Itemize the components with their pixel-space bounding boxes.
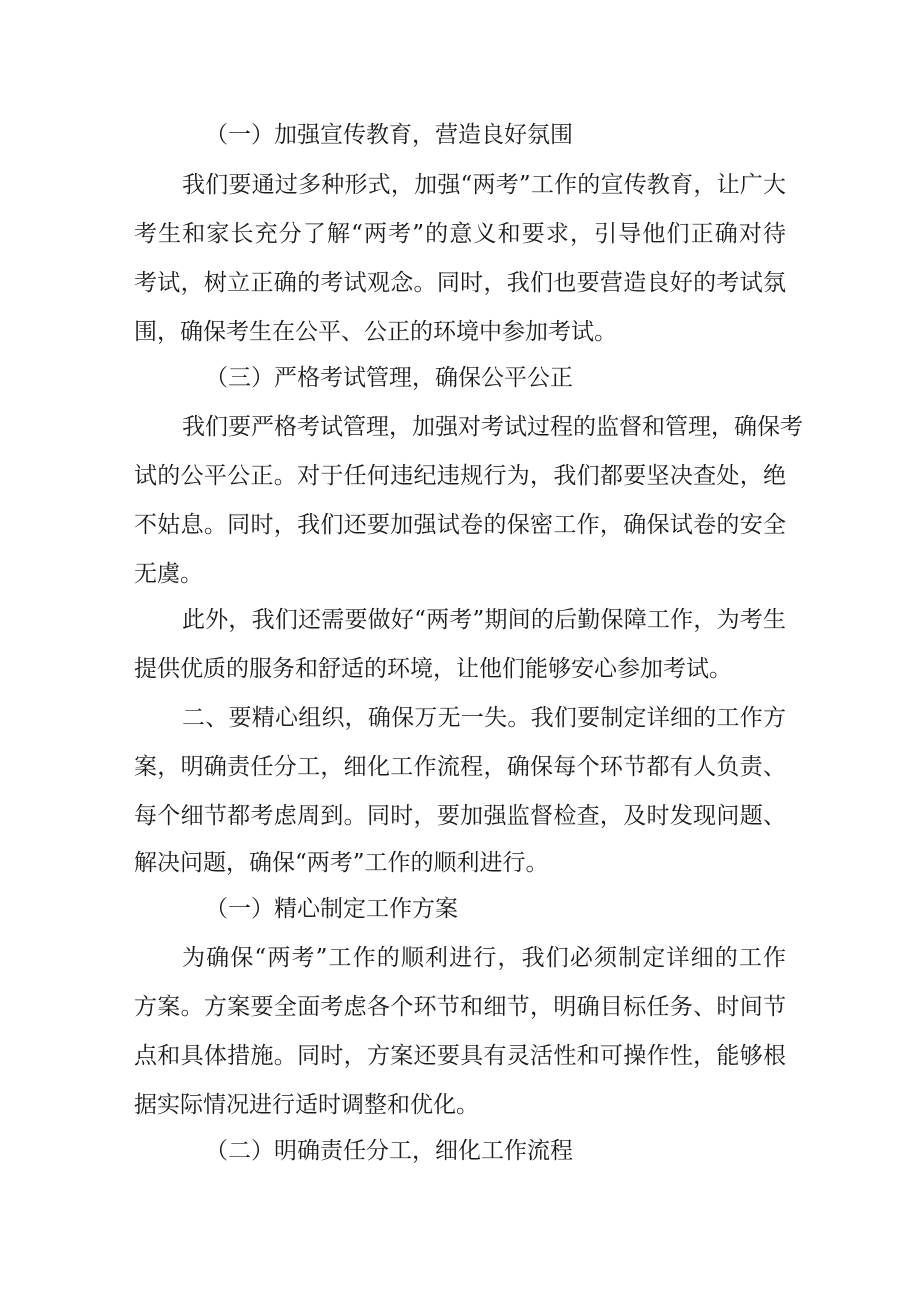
paragraph-line: 解决问题，确保“两考”工作的顺利进行。 (134, 850, 549, 876)
section-heading: （一）精心制定工作方案 (205, 896, 458, 922)
section-heading: （三）严格考试管理，确保公平公正 (205, 365, 573, 391)
paragraph-line: 试的公平公正。对于任何违纪违规行为，我们都要坚决查处，绝 (134, 463, 786, 489)
paragraph-line: 点和具体措施。同时，方案还要具有灵活性和可操作性，能够根 (134, 1043, 786, 1069)
paragraph-line: 方案。方案要全面考虑各个环节和细节，明确目标任务、时间节 (134, 994, 786, 1020)
paragraph-line: 二、要精心组织，确保万无一失。我们要制定详细的工作方 (182, 705, 786, 731)
paragraph-line: 为确保“两考”工作的顺利进行，我们必须制定详细的工作 (182, 945, 786, 971)
paragraph-line: 围，确保考生在公平、公正的环境中参加考试。 (134, 319, 617, 345)
paragraph-line: 考试，树立正确的考试观念。同时，我们也要营造良好的考试氛 (134, 270, 786, 296)
paragraph-line: 我们要通过多种形式，加强“两考”工作的宣传教育，让广大 (182, 172, 786, 198)
section-heading: （一）加强宣传教育，营造良好氛围 (205, 122, 573, 148)
paragraph-line: 每个细节都考虑周到。同时，要加强监督检查，及时发现问题、 (134, 803, 786, 829)
paragraph-line: 无虞。 (134, 561, 203, 587)
paragraph-line: 据实际情况进行适时调整和优化。 (134, 1092, 479, 1118)
paragraph-line: 案，明确责任分工，细化工作流程，确保每个环节都有人负责、 (134, 754, 786, 780)
paragraph-line: 考生和家长充分了解“两考”的意义和要求，引导他们正确对待 (134, 221, 786, 247)
paragraph-line: 不姑息。同时，我们还要加强试卷的保密工作，确保试卷的安全 (134, 512, 786, 538)
paragraph-line: 提供优质的服务和舒适的环境，让他们能够安心参加考试。 (134, 656, 732, 682)
paragraph-line: 我们要严格考试管理，加强对考试过程的监督和管理，确保考 (182, 414, 803, 440)
section-heading: （二）明确责任分工，细化工作流程 (205, 1138, 573, 1164)
paragraph-line: 此外，我们还需要做好“两考”期间的后勤保障工作，为考生 (182, 607, 786, 633)
